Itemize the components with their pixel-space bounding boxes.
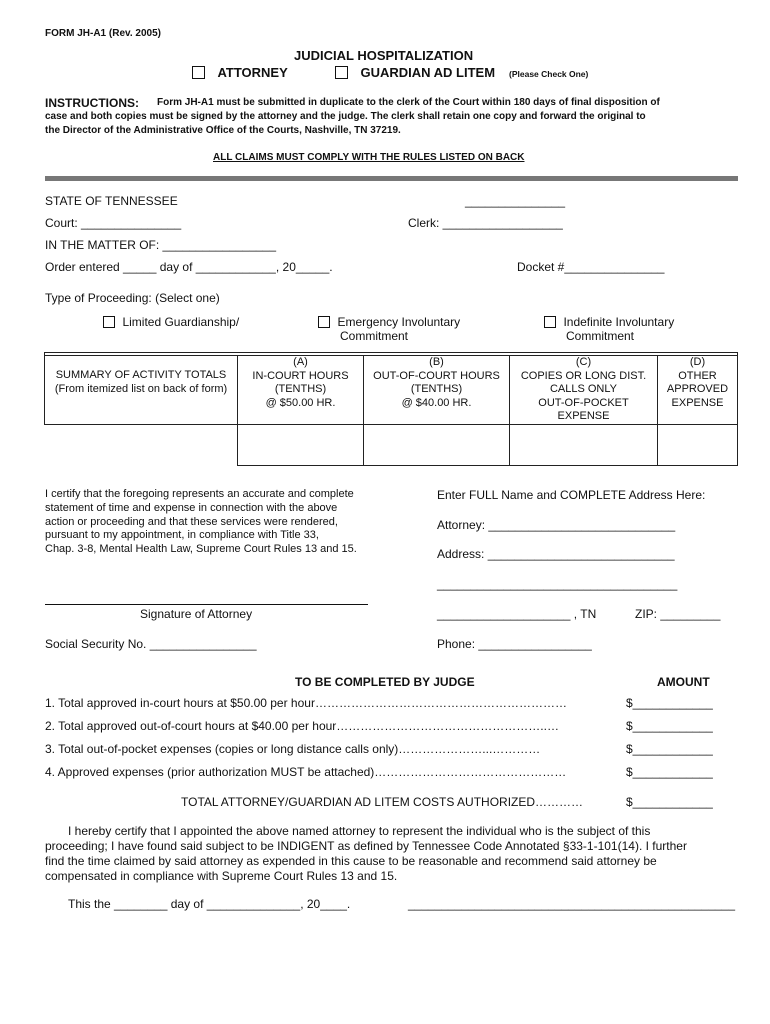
judge-cert-line-3: find the time claimed by said attorney as expended in this cause to be reasonable and recommend said attorney be — [45, 854, 657, 868]
col-b-line: OUT-OF-COURT HOURS — [373, 369, 500, 382]
address-field-2[interactable]: ____________________________________ — [437, 577, 678, 591]
column-d-header — [657, 356, 738, 410]
phone-field[interactable]: Phone: _________________ — [437, 637, 592, 651]
total-label: TOTAL ATTORNEY/GUARDIAN AD LITEM COSTS AUTHORIZED………… — [181, 795, 584, 809]
indefinite-label-2: Commitment — [566, 329, 635, 343]
col-b-line: (B) — [429, 356, 444, 368]
matter-field[interactable]: IN THE MATTER OF: _________________ — [45, 238, 277, 252]
input-cell-a[interactable] — [237, 424, 364, 466]
input-cell-b[interactable] — [363, 424, 510, 466]
attorney-checkbox[interactable] — [192, 64, 288, 82]
form-title: JUDICIAL HOSPITALIZATION — [294, 48, 474, 63]
instructions-label: INSTRUCTIONS: — [45, 96, 139, 110]
court-field[interactable]: Court: _______________ — [45, 216, 182, 230]
col-c-line: OUT-OF-POCKET — [538, 396, 629, 409]
limited-label: Limited Guardianship/ — [122, 315, 240, 329]
col-a-line: (A) — [293, 356, 308, 368]
certify-line: I certify that the foregoing represents an accurate and complete — [45, 488, 354, 500]
city-field[interactable]: ____________________ , TN — [437, 607, 597, 621]
col-a-line: IN-COURT HOURS — [252, 369, 349, 382]
zip-field[interactable]: ZIP: _________ — [635, 607, 721, 621]
col-d-line: APPROVED — [666, 383, 729, 395]
emergency-label-1: Emergency Involuntary — [337, 315, 461, 329]
column-a-header — [237, 356, 364, 410]
col-c-line: CALLS ONLY — [549, 383, 618, 395]
summary-title: SUMMARY OF ACTIVITY TOTALS — [55, 369, 227, 381]
column-c-header — [509, 356, 658, 424]
enter-full-label: Enter FULL Name and COMPLETE Address Here: — [437, 488, 706, 502]
indefinite-label-1: Indefinite Involuntary — [563, 315, 675, 329]
input-cell-d[interactable] — [657, 424, 738, 466]
judge-item-3: 3. Total out-of-pocket expenses (copies or long distance calls only)…………………...………… — [45, 742, 541, 756]
col-d-line: OTHER — [678, 369, 717, 382]
certify-line: Chap. 3-8, Mental Health Law, Supreme Court Rules 13 and 15. — [45, 543, 357, 556]
judge-heading: TO BE COMPLETED BY JUDGE — [295, 675, 475, 689]
signature-label: Signature of Attorney — [140, 607, 253, 621]
total-amount[interactable]: $____________ — [626, 795, 713, 809]
docket-field[interactable]: Docket #_______________ — [517, 260, 665, 274]
this-the-field[interactable]: This the ________ day of ______________, 20____. — [68, 897, 351, 911]
col-d-line: (D) — [689, 356, 706, 368]
summary-header — [44, 369, 238, 396]
instructions-line-3: the Director of the Administrative Office of the Courts, Nashville, TN 37219. — [45, 125, 401, 136]
state-blank[interactable]: _______________ — [465, 194, 566, 208]
claims-notice: ALL CLAIMS MUST COMPLY WITH THE RULES LISTED ON BACK — [213, 152, 525, 163]
certify-line: action or proceeding and that these services were rendered, — [45, 515, 338, 528]
judge-item-2-amount[interactable]: $____________ — [626, 719, 713, 733]
judge-item-1: 1. Total approved in-court hours at $50.00 per hour……………………………………………………… — [45, 696, 567, 710]
col-a-line: @ $50.00 HR. — [265, 396, 336, 409]
certify-line: pursuant to my appointment, in compliance with Title 33, — [45, 529, 319, 542]
guardian-checkbox[interactable] — [335, 64, 495, 82]
proceeding-label: Type of Proceeding: (Select one) — [45, 291, 220, 305]
column-b-header — [363, 356, 510, 410]
judge-item-4: 4. Approved expenses (prior authorization MUST be attached)………………………………………… — [45, 765, 567, 779]
certify-line: statement of time and expense in connection with the above — [45, 501, 338, 514]
address-field[interactable]: Address: ____________________________ — [437, 547, 675, 561]
col-b-line: @ $40.00 HR. — [401, 396, 472, 409]
col-c-line: EXPENSE — [557, 410, 610, 422]
form-id: FORM JH-A1 (Rev. 2005) — [45, 28, 161, 39]
ssn-field[interactable]: Social Security No. ________________ — [45, 637, 257, 651]
judge-item-1-amount[interactable]: $____________ — [626, 696, 713, 710]
summary-subtitle: (From itemized list on back of form) — [54, 382, 228, 395]
judge-signature-line[interactable]: _________________________________________________ — [408, 897, 736, 911]
instructions-line-1: Form JH-A1 must be submitted in duplicate to the clerk of the Court within 180 days of final disposition of — [157, 97, 660, 108]
input-cell-c[interactable] — [509, 424, 658, 466]
state-label: STATE OF TENNESSEE — [45, 194, 178, 208]
judge-cert-line-4: compensated in compliance with Supreme Court Rules 13 and 15. — [45, 869, 398, 883]
judge-item-4-amount[interactable]: $____________ — [626, 765, 713, 779]
col-c-line: COPIES OR LONG DIST. — [520, 369, 647, 382]
col-d-line: EXPENSE — [671, 396, 724, 409]
judge-cert-line-2: proceeding; I have found said subject to be INDIGENT as defined by Tennessee Code Annotated §33-1-101(14). I further — [45, 839, 687, 853]
checkbox-icon[interactable] — [335, 66, 348, 79]
checkbox-icon[interactable] — [318, 316, 330, 328]
emergency-label-2: Commitment — [340, 329, 409, 343]
attorney-label: ATTORNEY — [217, 65, 288, 80]
checkbox-icon[interactable] — [544, 316, 556, 328]
order-entered-field[interactable]: Order entered _____ day of ____________, 20_____. — [45, 260, 333, 274]
col-c-line: (C) — [575, 356, 592, 368]
col-b-line: (TENTHS) — [410, 383, 463, 395]
col-a-line: (TENTHS) — [274, 383, 327, 395]
section-divider — [45, 176, 738, 181]
judge-cert-line-1: I hereby certify that I appointed the above named attorney to represent the individual who is the subject of this — [68, 824, 651, 838]
instructions-line-2: case and both copies must be signed by the attorney and the judge. The clerk shall retain one copy and forward the original to — [45, 111, 646, 122]
attorney-name-field[interactable]: Attorney: ____________________________ — [437, 518, 676, 532]
guardian-label: GUARDIAN AD LITEM — [360, 65, 496, 80]
judge-item-2: 2. Total approved out-of-court hours at $40.00 per hour……………………………………………..… — [45, 719, 559, 733]
attorney-certification — [45, 488, 405, 557]
signature-line[interactable] — [45, 604, 368, 605]
clerk-field[interactable]: Clerk: __________________ — [408, 216, 563, 230]
amount-heading: AMOUNT — [657, 675, 710, 689]
proceeding-limited-option[interactable] — [103, 313, 239, 331]
checkbox-icon[interactable] — [103, 316, 115, 328]
checkbox-icon[interactable] — [192, 66, 205, 79]
judge-item-3-amount[interactable]: $____________ — [626, 742, 713, 756]
check-note: (Please Check One) — [509, 69, 589, 79]
